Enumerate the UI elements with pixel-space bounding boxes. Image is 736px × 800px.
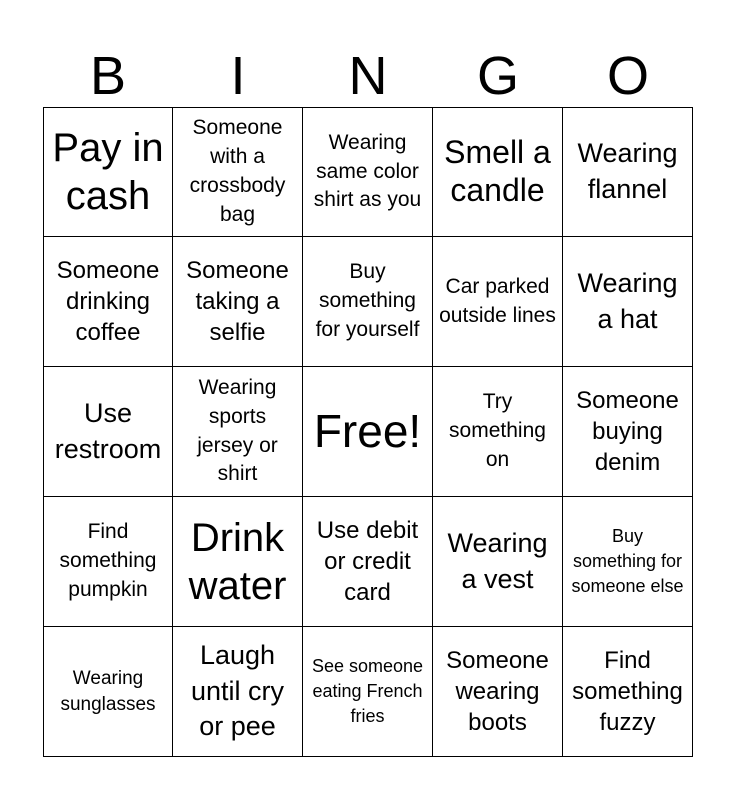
cell-text: Wearing sunglasses: [60, 667, 156, 715]
bingo-cell[interactable]: [563, 627, 693, 757]
bingo-cell[interactable]: [173, 627, 303, 757]
bingo-cell[interactable]: [173, 107, 303, 237]
header-letter-i: I: [230, 46, 246, 106]
bingo-cell[interactable]: [433, 237, 563, 367]
cell-text: Use restroom: [54, 397, 162, 464]
bingo-cell[interactable]: [173, 497, 303, 627]
header-letter-g: G: [476, 46, 519, 106]
cell-text: Find something fuzzy: [572, 646, 683, 737]
cell-text: Find something pumpkin: [59, 520, 157, 601]
bingo-cell[interactable]: [303, 627, 433, 757]
header-letter-o: O: [606, 46, 649, 106]
bingo-cell[interactable]: [433, 367, 563, 497]
cell-text: Wearing same color shirt as you: [313, 130, 422, 212]
cell-text: Someone wearing boots: [446, 646, 549, 737]
bingo-cell[interactable]: [433, 627, 563, 757]
cell-text: See someone eating French fries: [311, 655, 424, 727]
bingo-cell-free[interactable]: [303, 367, 433, 497]
bingo-cell[interactable]: [43, 107, 173, 237]
cell-text: Try something on: [449, 390, 546, 471]
bingo-cell[interactable]: [303, 107, 433, 237]
header-letter-n: N: [348, 46, 388, 106]
cell-text: Wearing sports jersey or shirt: [197, 375, 278, 486]
bingo-cell[interactable]: [173, 367, 303, 497]
bingo-cell[interactable]: [433, 497, 563, 627]
cell-text: Laugh until cry or pee: [190, 640, 285, 742]
cell-text: Someone drinking coffee: [56, 256, 160, 347]
bingo-cell[interactable]: [43, 497, 173, 627]
bingo-cell[interactable]: [433, 107, 563, 237]
cell-text: Someone buying denim: [576, 386, 679, 477]
bingo-cell[interactable]: [563, 367, 693, 497]
bingo-cell[interactable]: [303, 237, 433, 367]
cell-text: Wearing a vest: [447, 527, 548, 594]
bingo-board: [43, 107, 693, 757]
cell-text: Drink water: [188, 515, 287, 608]
cell-text: Car parked outside lines: [439, 274, 556, 327]
bingo-cell[interactable]: [563, 497, 693, 627]
free-space-text: Free!: [313, 404, 422, 457]
bingo-cell[interactable]: [43, 367, 173, 497]
bingo-cell[interactable]: [563, 107, 693, 237]
cell-text: Pay in cash: [52, 126, 164, 218]
cell-text: Someone taking a selfie: [186, 256, 289, 347]
bingo-cell[interactable]: [303, 497, 433, 627]
cell-text: Buy something for yourself: [315, 260, 420, 341]
cell-text: Smell a candle: [444, 134, 551, 208]
bingo-cell[interactable]: [43, 237, 173, 367]
bingo-cell[interactable]: [43, 627, 173, 757]
cell-text: Use debit or credit card: [316, 516, 419, 607]
bingo-cell[interactable]: [563, 237, 693, 367]
cell-text: Someone with a crossbody bag: [189, 116, 286, 226]
header-letter-b: B: [89, 46, 127, 106]
cell-text: Buy something for someone else: [571, 525, 684, 597]
cell-text: Wearing flannel: [577, 138, 678, 204]
bingo-cell[interactable]: [173, 237, 303, 367]
bingo-header: [43, 44, 693, 108]
cell-text: Wearing a hat: [577, 267, 678, 334]
